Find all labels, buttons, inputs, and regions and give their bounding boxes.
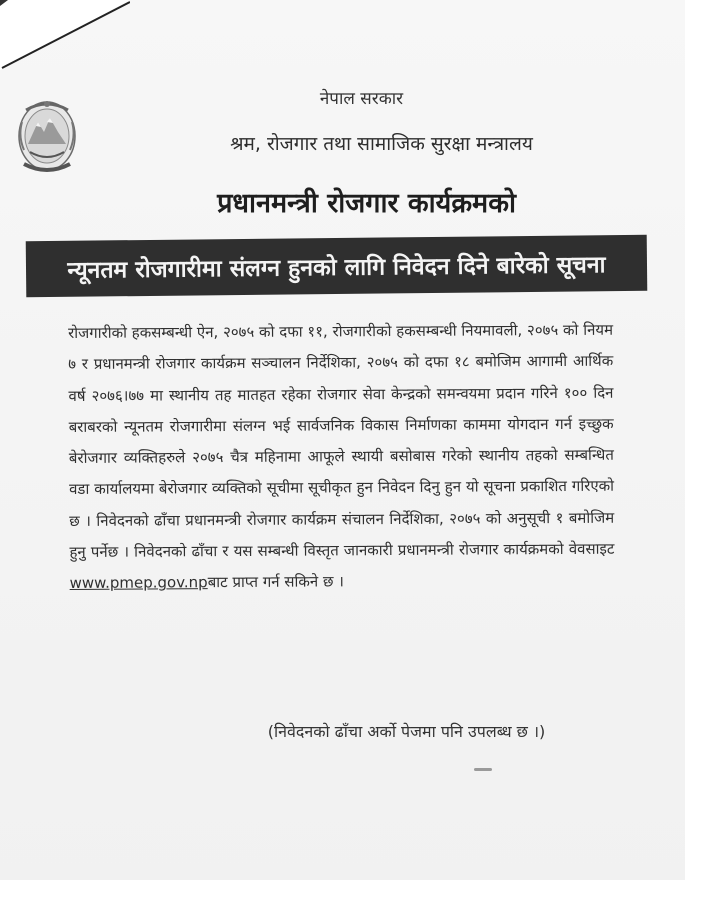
scan-smudge [474, 768, 492, 771]
scan-edge-bottom [0, 880, 703, 910]
notice-body-text: रोजगारीको हकसम्बन्धी ऐन, २०७५ को दफा ११, रोजगारीको हकसम्बन्धी नियमावली, २०७५ को नियम ७ र प्रधानमन्त्री रोजगार कार्यक्रम सञ्चालन निर्देशिका, २०७५ को दफा १८ बमोजिम आगामी आर्थिक वर्ष २०७६।७७ मा स्थानीय तह मातहत रहेका रोजगार सेवा केन्द्रको समन्वयमा प्रदान गरिने १०० दिन बराबरको न्यूनतम रोजगारीमा संलग्न भई सार्वजनिक विकास निर्माणका काममा योगदान गर्न इच्छुक बेरोजगार व्यक्तिहरुले २०७५ चैत्र महिनामा आफूले स्थायी बसोबास गरेको स्थानीय तहको सम्बन्धित वडा कार्यालयमा बेरोजगार व्यक्तिको सूचीमा सूचीकृत हुन निवेदन दिनु हुन यो सूचना प्रकाशित गरिएको छ । निवेदनको ढाँचा प्रधानमन्त्री रोजगार कार्यक्रम संचालन निर्देशिका, २०७५ को अनुसूची १ बमोजिम हुनु पर्नेछ । निवेदनको ढाँचा र यस सम्बन्धी विस्तृत जानकारी प्रधानमन्त्री रोजगार कार्यक्रमको वेवसाइट [68, 320, 615, 562]
ministry-heading: श्रम, रोजगार तथा सामाजिक सुरक्षा मन्त्रालय [230, 133, 533, 155]
notice-body [68, 315, 615, 600]
notice-body-ending: बाट प्राप्त गर्न सकिने छ । [207, 572, 345, 592]
government-heading: नेपाल सरकार [319, 89, 404, 109]
folded-corner [0, 0, 130, 70]
program-title: प्रधानमन्त्री रोजगार कार्यक्रमको [217, 188, 516, 219]
notice-banner [26, 235, 648, 297]
website-link[interactable]: www.pmep.gov.np [69, 573, 208, 593]
footer-note: (निवेदनको ढाँचा अर्को पेजमा पनि उपलब्ध छ ।) [267, 722, 546, 741]
notice-banner-title: न्यूनतम रोजगारीमा संलग्न हुनको लागि निवेदन दिने बारेको सूचना [67, 252, 606, 284]
